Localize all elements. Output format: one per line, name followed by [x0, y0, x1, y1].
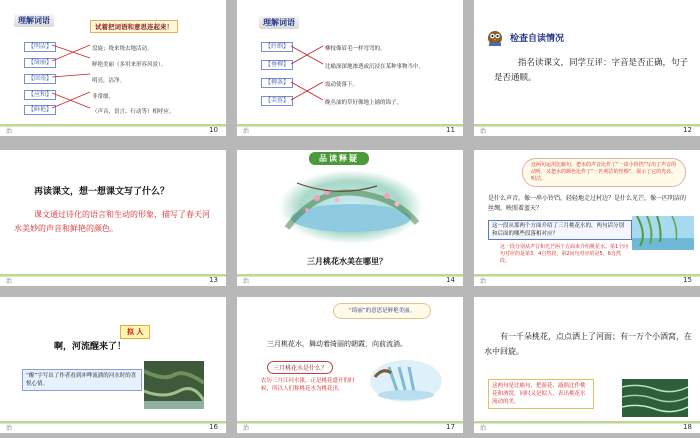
- question-box: 三月桃花水是什么？: [267, 361, 333, 374]
- footer-label: 治: [480, 425, 487, 432]
- slide-footer: [0, 126, 226, 136]
- question-box: 这一段从那两个方面介绍了三月桃花水的，两句话分别和后面的哪些段落相对应？: [488, 220, 632, 240]
- slide-footer: [0, 276, 226, 286]
- slide-number: 16: [209, 423, 218, 431]
- definition: 震动使落下。: [325, 82, 359, 88]
- definition: 晚丛油的草好像地上铺的锦子。: [325, 100, 403, 106]
- term: 【明洁】: [24, 42, 56, 52]
- slide-title: 检查自读情况: [510, 34, 565, 44]
- footer-label: 治: [243, 278, 250, 285]
- slide-thumbnail-15[interactable]: [474, 150, 700, 286]
- footer-label: 治: [480, 278, 487, 285]
- slide-text: 三月桃花水，舞动着绮丽的朝霞，向前流淌。: [267, 340, 407, 348]
- personification-badge: 拟 人: [120, 325, 150, 339]
- note-box: 这两句是比喻句，把游花、漩涡比作桃花和酒窝，同时又是拟人，表出桃花水流动的美。: [488, 379, 594, 409]
- willow-river-image: [632, 216, 694, 250]
- note-box: “醒”字写出了作者看到冲哗流淌的河水时的喜悦心情。: [22, 369, 142, 391]
- footer-label: 治: [480, 128, 487, 135]
- slide-title: 理解词语: [259, 16, 299, 29]
- thought-cloud: 这两句运用比喻句，把水的声音比作了“一串小铃铛”写出了声音的动听，又把水的颜色比作了“一匹明洁的丝绸”，展示了它的光亮、明洁。: [522, 158, 686, 187]
- slide-number: 10: [209, 126, 218, 134]
- slide-footer: [474, 423, 700, 433]
- answer-text: 农历三月江河水涨，正是桃花盛开的时候，所以人们称桃花水为桃花汛。: [261, 378, 355, 392]
- owl-icon: [486, 28, 504, 46]
- slide-banner: 品读释疑: [309, 152, 369, 165]
- footer-label: 治: [6, 278, 13, 285]
- slide-number: 17: [446, 423, 455, 431]
- slide-thumbnail-10[interactable]: [0, 0, 226, 136]
- slide-number: 12: [683, 126, 692, 134]
- term: 【纤细】: [261, 42, 293, 52]
- slide-thumbnail-14[interactable]: [237, 150, 463, 286]
- slide-question: 三月桃花水美在哪里？: [307, 257, 387, 266]
- slide-footer: [237, 126, 463, 136]
- footer-label: 治: [6, 425, 13, 432]
- definition: 鲜艳美丽（多用来形容风景）。: [92, 62, 167, 68]
- slide-footer: [237, 423, 463, 433]
- term: 【鲜艳】: [24, 105, 56, 115]
- term: 【回荡】: [24, 74, 56, 84]
- slide-text: 有一千朵桃花，点点洒上了河面；有一万个小酒窝，在水中回旋。: [484, 332, 692, 356]
- definition: 盘旋；绕来绕去地活动。: [92, 46, 153, 52]
- slide-thumbnail-17[interactable]: [237, 297, 463, 433]
- footer-label: 治: [243, 425, 250, 432]
- definition: 比喻深深地渗透或沉浸在某种事物当中。: [325, 64, 425, 70]
- slide-footer: [237, 276, 463, 286]
- term: 【芙蓉】: [261, 96, 293, 106]
- question-text: 是什么声音，像一串小铃铛，轻轻地走过村边？是什么光芒，像一匹明洁的丝绸，映照着蓝天？: [488, 195, 687, 212]
- term: 【绮丽】: [24, 58, 56, 68]
- slide-footer: [474, 276, 700, 286]
- slide-number: 11: [446, 126, 455, 134]
- slide-thumbnail-11[interactable]: [237, 0, 463, 136]
- matching-lines: [291, 40, 325, 110]
- term: 【柳条】: [261, 78, 293, 88]
- slide-question: 再读课文，想一想课文写了什么？: [34, 187, 170, 197]
- definition: （声音、语言、行动等）相呼应。: [92, 109, 175, 115]
- slide-number: 18: [683, 423, 692, 431]
- stream-image: [144, 361, 204, 409]
- definition: 非常细。: [92, 94, 115, 100]
- slide-title: 理解词语: [14, 14, 54, 27]
- slide-body: 指名读课文，同学互评：字音是否正确，句子是否通顺。: [494, 58, 689, 83]
- waterfall-image: [369, 359, 443, 403]
- slide-thumbnail-13[interactable]: [0, 150, 226, 286]
- slide-thumbnail-16[interactable]: [0, 297, 226, 433]
- answer-note: 这一段分别从声音和光芒两个方面来介绍桃花水。第1个问句对应的是第3、4自然段，第2问句对应的是5、6自然段。: [500, 244, 629, 264]
- slide-answer: 课文通过诗化的语言和生动的形象，描写了春天河水美妙的声音和鲜艳的颜色。: [14, 210, 210, 233]
- peach-blossom-river-image: [277, 168, 425, 246]
- slide-footer: [474, 126, 700, 136]
- term: 【垂柳】: [261, 60, 293, 70]
- thought-cloud: “绮丽”的意思是鲜艳美丽。: [333, 303, 431, 319]
- definition: 柳枝像眉毛一样弯弯的。: [325, 46, 386, 52]
- slide-thumbnail-12[interactable]: [474, 0, 700, 136]
- prompt-box: 试着把词语和意思连起来！: [90, 20, 178, 33]
- slide-number: 15: [683, 276, 692, 284]
- slide-thumbnail-18[interactable]: [474, 297, 700, 433]
- footer-label: 治: [6, 128, 13, 135]
- term: 【应和】: [24, 90, 56, 100]
- definition: 明亮，洁净。: [92, 78, 126, 84]
- rippling-water-image: [622, 379, 688, 417]
- slide-number: 14: [446, 276, 455, 284]
- exclamation-text: 啊，河流醒来了！: [54, 342, 127, 352]
- slide-number: 13: [209, 276, 218, 284]
- slide-footer: [0, 423, 226, 433]
- footer-label: 治: [243, 128, 250, 135]
- matching-lines: [52, 40, 92, 115]
